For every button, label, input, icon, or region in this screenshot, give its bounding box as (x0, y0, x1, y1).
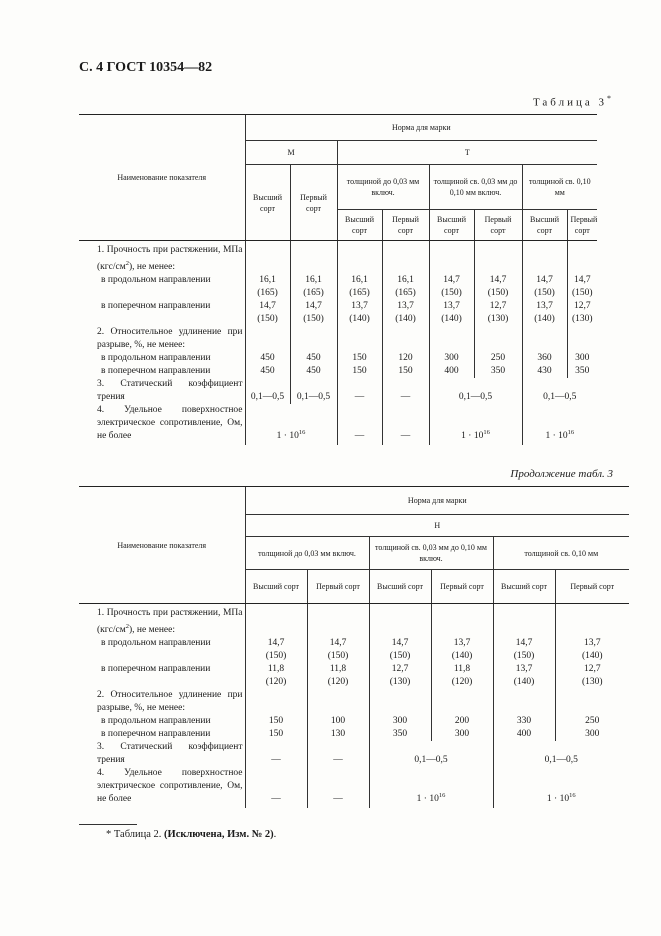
grade-first-header: Первый сорт (567, 210, 597, 241)
column-header-norm: Норма для марки (245, 115, 597, 141)
row-label: в поперечном направлении (101, 729, 211, 740)
cell-value: 150 (245, 728, 307, 741)
cell-value: $1 \cdot 10^{16}$ (369, 767, 493, 808)
table-row (79, 300, 597, 326)
cell-value: 430 (522, 365, 567, 378)
cell-value: 450 (290, 365, 337, 378)
row-label: в продольном направлении (101, 716, 211, 727)
row-1-name: 1. Прочность при растяжении, МПа $(кгс/см^2)$, не менее: (97, 608, 243, 636)
table-3-part-2 (79, 486, 629, 808)
cell-value: 13,7 (140) (429, 300, 474, 326)
thickness-3-header: толщиной св. 0,10 мм (493, 537, 629, 570)
row-label: в поперечном направлении (101, 664, 211, 675)
cell-value: — (382, 404, 429, 445)
cell-value: 150 (337, 365, 382, 378)
cell-value: — (307, 767, 369, 808)
table-row (79, 663, 629, 689)
cell-value: 100 (307, 715, 369, 728)
table-row (79, 404, 597, 445)
cell-value: 0,1—0,5 (493, 741, 629, 767)
grade-first-header: Первый сорт (307, 570, 369, 604)
grade-first-header: Первый сорт (474, 210, 522, 241)
cell-value: 14,7 (150) (567, 274, 597, 300)
cell-value: 250 (555, 715, 629, 728)
grade-high-header: Высший сорт (245, 570, 307, 604)
table-row (79, 352, 597, 365)
cell-value: $1 \cdot 10^{16}$ (493, 767, 629, 808)
thickness-3-header: толщиной св. 0,10 мм (522, 165, 597, 210)
cell-value: 300 (429, 352, 474, 365)
cell-value: 14,7 (150) (474, 274, 522, 300)
grade-high-header: Высший сорт (337, 210, 382, 241)
grade-high-header: Высший сорт (493, 570, 555, 604)
row-2-name: 2. Относительное удлинение при разрыве, %, не менее: (97, 327, 243, 351)
grade-high-header: Высший сорт (369, 570, 431, 604)
cell-value: 450 (290, 352, 337, 365)
cell-value: 16,1 (165) (382, 274, 429, 300)
row-3-name: 3. Статический коэффициент трения (97, 742, 243, 766)
cell-value: 150 (382, 365, 429, 378)
cell-value: 11,8 (120) (307, 663, 369, 689)
table-row (79, 689, 629, 715)
cell-value: — (245, 741, 307, 767)
row-3-name: 3. Статический коэффициент трения (97, 379, 243, 403)
cell-value: 12,7 (130) (369, 663, 431, 689)
cell-value: — (337, 378, 382, 404)
row-label: в поперечном направлении (101, 366, 211, 377)
row-label: в продольном направлении (101, 638, 211, 649)
cell-value: 120 (382, 352, 429, 365)
table-row (79, 378, 597, 404)
column-header-name: Наименование показателя (79, 487, 245, 604)
cell-value: 330 (493, 715, 555, 728)
cell-value: 350 (369, 728, 431, 741)
table-row (79, 741, 629, 767)
cell-value: 150 (245, 715, 307, 728)
cell-value: 14,7 (150) (493, 637, 555, 663)
footnote: * Таблица 2. (Исключена, Изм. № 2). (106, 829, 277, 840)
grade-first-header: Первый сорт (382, 210, 429, 241)
cell-value: 13,7 (140) (522, 300, 567, 326)
grade-first-header: Первый сорт (290, 165, 337, 241)
cell-value: 14,7 (150) (245, 637, 307, 663)
cell-value: 300 (567, 352, 597, 365)
grade-t-header: Т (337, 141, 597, 165)
table-caption: Таблица 3* (532, 94, 611, 109)
cell-value: 300 (369, 715, 431, 728)
cell-value: 300 (431, 728, 493, 741)
cell-value: 0,1—0,5 (522, 378, 597, 404)
grade-h-header: Н (245, 515, 629, 537)
cell-value: $1 \cdot 10^{16}$ (245, 404, 337, 445)
cell-value: 0,1—0,5 (290, 378, 337, 404)
cell-value: — (245, 767, 307, 808)
table-3-part-1 (79, 114, 597, 445)
cell-value: $1 \cdot 10^{16}$ (522, 404, 597, 445)
table-row (79, 241, 597, 275)
row-label: в продольном направлении (101, 275, 211, 286)
row-2-name: 2. Относительное удлинение при разрыве, %, не менее: (97, 690, 243, 714)
grade-high-header: Высший сорт (522, 210, 567, 241)
cell-value: 200 (431, 715, 493, 728)
thickness-1-header: толщиной до 0,03 мм включ. (337, 165, 429, 210)
cell-value: 11,8 (120) (245, 663, 307, 689)
cell-value: 13,7 (140) (337, 300, 382, 326)
cell-value: 250 (474, 352, 522, 365)
table-row (79, 728, 629, 741)
grade-high-header: Высший сорт (429, 210, 474, 241)
cell-value: 400 (493, 728, 555, 741)
cell-value: 14,7 (150) (522, 274, 567, 300)
cell-value: 13,7 (140) (382, 300, 429, 326)
cell-value: 130 (307, 728, 369, 741)
cell-value: 13,7 (140) (555, 637, 629, 663)
cell-value: 13,7 (140) (493, 663, 555, 689)
cell-value: — (382, 378, 429, 404)
cell-value: 300 (555, 728, 629, 741)
table-row (79, 637, 629, 663)
cell-value: 13,7 (140) (431, 637, 493, 663)
grade-high-header: Высший сорт (245, 165, 290, 241)
grade-m-header: М (245, 141, 337, 165)
cell-value: 150 (337, 352, 382, 365)
cell-value: 16,1 (165) (245, 274, 290, 300)
table-row (79, 274, 597, 300)
thickness-2-header: толщиной св. 0,03 мм до 0,10 мм включ. (369, 537, 493, 570)
cell-value: 14,7 (150) (369, 637, 431, 663)
cell-value: — (307, 741, 369, 767)
column-header-norm: Норма для марки (245, 487, 629, 515)
cell-value: 16,1 (165) (337, 274, 382, 300)
cell-value: 11,8 (120) (431, 663, 493, 689)
cell-value: — (337, 404, 382, 445)
cell-value: 450 (245, 352, 290, 365)
table-row (79, 715, 629, 728)
table-row (79, 326, 597, 352)
row-label: в поперечном направлении (101, 301, 211, 312)
cell-value: 400 (429, 365, 474, 378)
cell-value: 350 (474, 365, 522, 378)
cell-value: 14,7 (150) (429, 274, 474, 300)
cell-value: 12,7 (130) (555, 663, 629, 689)
cell-value: 14,7 (150) (245, 300, 290, 326)
cell-value: 12,7 (130) (567, 300, 597, 326)
row-1-name: 1. Прочность при растяжении, МПа $(кгс/см^2)$, не менее: (97, 245, 243, 273)
cell-value: 14,7 (150) (290, 300, 337, 326)
page-header: С. 4 ГОСТ 10354—82 (79, 60, 213, 75)
cell-value: $1 \cdot 10^{16}$ (429, 404, 522, 445)
row-label: в продольном направлении (101, 353, 211, 364)
table-row (79, 365, 597, 378)
table-row (79, 767, 629, 808)
cell-value: 0,1—0,5 (245, 378, 290, 404)
footnote-rule (79, 824, 137, 825)
cell-value: 0,1—0,5 (429, 378, 522, 404)
thickness-1-header: толщиной до 0,03 мм включ. (245, 537, 369, 570)
continuation-caption: Продолжение табл. 3 (510, 468, 613, 480)
cell-value: 14,7 (150) (307, 637, 369, 663)
cell-value: 450 (245, 365, 290, 378)
cell-value: 360 (522, 352, 567, 365)
grade-first-header: Первый сорт (555, 570, 629, 604)
cell-value: 0,1—0,5 (369, 741, 493, 767)
cell-value: 12,7 (130) (474, 300, 522, 326)
grade-first-header: Первый сорт (431, 570, 493, 604)
column-header-name: Наименование показателя (79, 115, 245, 241)
thickness-2-header: толщиной св. 0,03 мм до 0,10 мм включ. (429, 165, 522, 210)
cell-value: 16,1 (165) (290, 274, 337, 300)
row-4-name: 4. Удельное поверхностное электрическое сопротивление, Ом, не более (97, 768, 243, 805)
cell-value: 350 (567, 365, 597, 378)
row-4-name: 4. Удельное поверхностное электрическое сопротивление, Ом, не более (97, 405, 243, 442)
table-row (79, 604, 629, 638)
